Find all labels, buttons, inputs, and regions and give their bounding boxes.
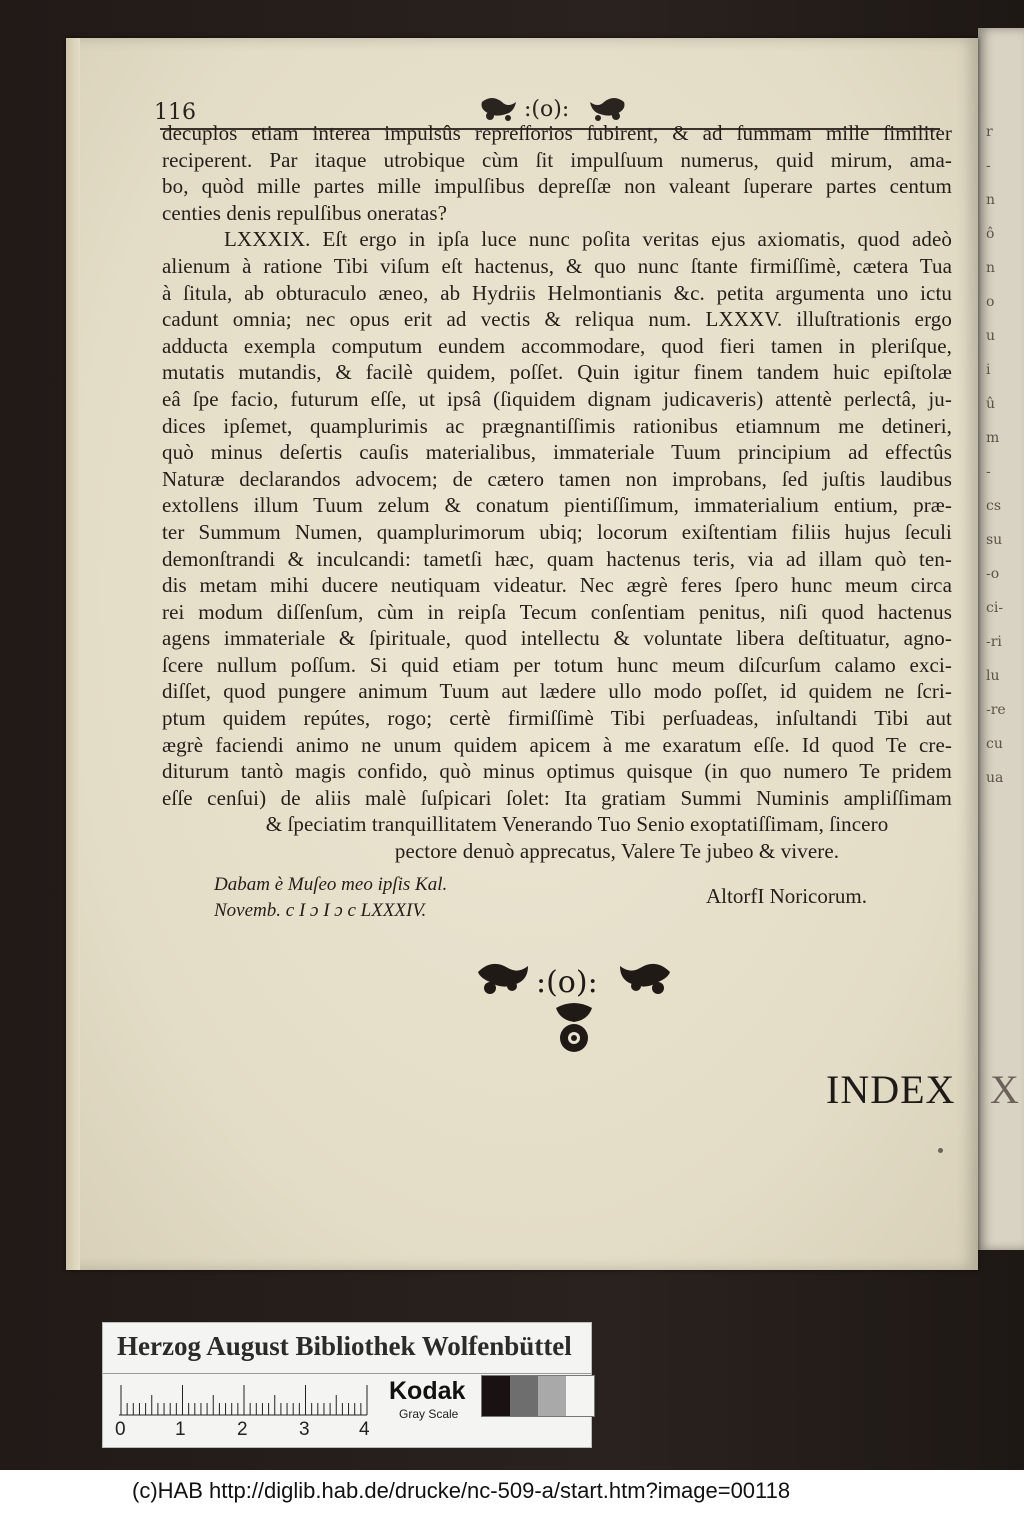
text-line: dices ipſemet, quamplurimis ac prægnantiſſimis rationibus etiamnum me detineri, (162, 413, 952, 438)
facing-page-fragment: m (986, 430, 1000, 446)
text-line: eſſe cenſui) de aliis malè ſuſpicari ſolet: Ita gratiam Summi Numinis ampliſſimam (162, 785, 952, 810)
library-name: Herzog August Bibliothek Wolfenbüttel (117, 1331, 572, 1361)
text-line: Naturæ declarandos advocem; de cætero tamen non improbans, ſed juſtis laudibus (162, 466, 952, 491)
text-line: pectore denuò apprecatus, Valere Te jubeo & vivere. (394, 839, 840, 864)
catchword: INDEX (826, 1067, 956, 1112)
text-line: decuplos etiam interea impulsûs repreſſorios ſubirent, & ad ſummam mille ſimiliter (162, 121, 952, 145)
letter-text (162, 120, 952, 865)
svg-text::(o):: :(o): (524, 97, 570, 122)
text-line: reciperent. Par itaque utrobique cùm ſit impulſuum numerus, quid mirum, ama- (162, 147, 952, 172)
ruler-number: 4 (359, 1419, 370, 1440)
ruler-number: 1 (175, 1419, 186, 1440)
text-line: ter Summum Numen, quamplurimorum ubiq; locorum exiſtentiam filiis hujus ſeculi (162, 519, 952, 544)
ruler-number: 0 (115, 1419, 126, 1440)
facing-page-fragment: su (986, 532, 1003, 548)
text-line: & ſpeciatim tranquillitatem Venerando Tuo Senio exoptatiſſimam, ſincero (265, 812, 889, 837)
facing-page-fragment: cs (986, 498, 1002, 514)
dateline (214, 872, 447, 924)
facing-catchword: X (990, 1067, 1019, 1112)
facing-page-fragment: ci- (986, 600, 1004, 616)
dateline-line-2: Novemb. c I ɔ I ɔ c LXXXIV. (214, 900, 427, 921)
gray-swatch (538, 1376, 566, 1416)
text-line: rei modum diſſenſum, cùm in reipſa Tecum conſentiam penitus, niſi quod hactenus (162, 599, 952, 624)
gray-swatch (566, 1376, 594, 1416)
text-line: centies denis repulſibus oneratas? (162, 200, 448, 225)
page-number: 116 (154, 100, 196, 125)
measurement-ruler (119, 1379, 379, 1419)
text-line: extollens illum Tuum zelum & conatum pientiſſimum, immaterialium entium, præ- (162, 493, 952, 518)
gray-swatches (481, 1375, 595, 1417)
text-line: ægrè faciendi animo ne unum quidem apicem à me exaratum eſſe. Id quod Te cre- (162, 732, 952, 757)
facing-page-fragment: n (986, 192, 996, 208)
facing-page-fragment: o (986, 294, 995, 310)
facing-page-fragment: cu (986, 736, 1003, 752)
text-line: bo, quòd mille partes mille impulſibus depreſſæ non valeant ſuperare partes centum (162, 174, 952, 199)
facing-page-fragment: i (986, 362, 991, 378)
place-of-writing: AltorfI Noricorum. (706, 884, 867, 908)
facing-page-fragment: - (986, 158, 991, 174)
text-line: eâ ſpe facio, futurum eſſe, ut ipsâ (ſiquidem dignam judicaveris) attentè perlectâ, ju- (162, 386, 952, 411)
text-line: mutatis mutandis, & facilè quidem, poſſet. Quin igitur finem tandem huic epiſtolæ (162, 360, 952, 385)
facing-page-fragment: -o (986, 566, 1000, 582)
ruler-number: 2 (237, 1419, 248, 1440)
text-line: alienum à ratione Tibi viſum eſt hactenus, & quo nunc ſtante firmiſſimè, cætera Tua (162, 253, 952, 278)
source-footer (0, 1470, 1024, 1513)
text-line: à ſitula, ab obturaculo æneo, ab Hydriis Helmontianis &c. petita argumenta uno ictu (162, 280, 952, 305)
kodak-logo: Kodak (389, 1377, 466, 1405)
facing-page-fragment: ô (986, 226, 995, 242)
gray-swatch (510, 1376, 538, 1416)
gray-scale-label: Gray Scale (399, 1407, 459, 1421)
page-gutter (66, 38, 80, 1270)
facing-page-fragment: r (986, 124, 993, 140)
tailpiece-ornament (476, 958, 672, 1064)
library-color-card (102, 1322, 592, 1448)
svg-text::(o):: :(o): (536, 965, 598, 1000)
facing-page-fragment: -ri (986, 634, 1002, 650)
text-line: ſcere nullum poſſum. Si quid etiam per totum hunc meum diſcurſum calamo exci- (162, 652, 952, 677)
text-line: demonſtrandi & inculcandi: tametſi hæc, quam hactenus teris, via ad illam quò ten- (162, 546, 952, 571)
text-line: quò minus deſertis cauſis materialibus, immateriale Tuum principium ad effectûs (162, 440, 952, 465)
text-line: adducta exempla computum eundem accommodare, quod fieri tamen in pleriſque, (162, 333, 952, 358)
facing-page-fragment: n (986, 260, 996, 276)
facing-page-fragment: û (986, 396, 996, 412)
gray-swatch (482, 1376, 510, 1416)
ruler-number: 3 (299, 1419, 310, 1440)
text-line: ptum quidem repútes, rogo; certè firmiſſimè Tibi perſuadeas, inſultandi Tibi aut (162, 706, 952, 731)
facing-page-fragment: -re (986, 702, 1006, 718)
facing-page-fragment: ua (986, 770, 1004, 786)
text-line: diturum tantò magis confido, quò minus optimus quisque (in quo numero Te pridem (162, 759, 952, 784)
text-line: diſſet, quod pungere animum Tuum aut lædere ullo modo poſſet, id quidem ne ſcri- (162, 679, 952, 704)
facing-page-fragment: - (986, 464, 991, 480)
facing-page-fragment: lu (986, 668, 1000, 684)
text-line: LXXXIX. Eſt ergo in ipſa luce nunc poſita veritas ejus axiomatis, quod adeò (224, 227, 952, 252)
dateline-line-1: Dabam è Muſeo meo ipſis Kal. (214, 874, 448, 895)
facing-page-fragment: u (986, 328, 996, 344)
card-divider (103, 1373, 591, 1374)
paper-speck (938, 1148, 943, 1153)
text-line: cadunt omnia; nec opus erit ad vectis & reliqua num. LXXXV. illuſtrationis ergo (162, 307, 952, 332)
text-line: dis metam mihi ducere neutiquam videatur. Nec ægrè feres ſpero hunc meum circa (162, 573, 952, 598)
text-line: agens immateriale & ſpirituale, quod intellectu & voluntate libera deſtituatur, agno- (162, 626, 952, 651)
source-url: (c)HAB http://diglib.hab.de/drucke/nc-509-a/start.htm?image=00118 (132, 1478, 791, 1503)
